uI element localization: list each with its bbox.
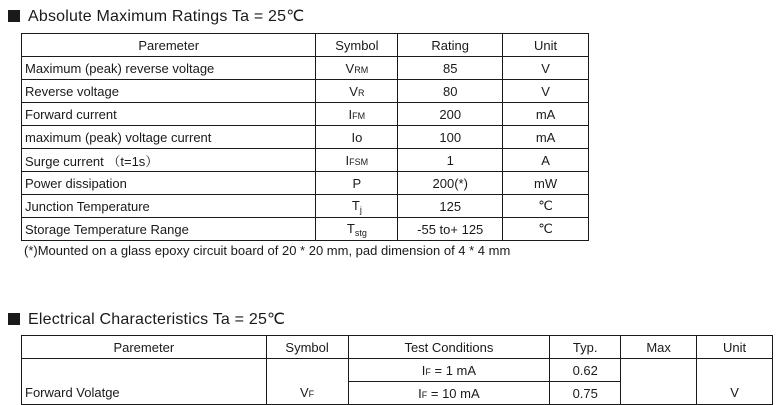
- cell-rating: 200: [398, 103, 503, 126]
- cell-rating: 85: [398, 57, 503, 80]
- table-row: [22, 103, 589, 126]
- cell-rating: 100: [398, 126, 503, 149]
- cell-unit: V: [697, 382, 773, 405]
- cell-symbol: VF: [266, 382, 348, 405]
- cell-parameter: Reverse voltage: [22, 80, 316, 103]
- table-row: [22, 382, 773, 405]
- cell-max: [621, 359, 697, 382]
- cell-rating: -55 to+ 125: [398, 218, 503, 241]
- cell-unit: [697, 359, 773, 382]
- section-title-absolute-max: [8, 6, 304, 26]
- table-row: [22, 149, 589, 172]
- cell-symbol: VRM: [316, 57, 398, 80]
- cell-rating: 200(*): [398, 172, 503, 195]
- cell-symbol: P: [316, 172, 398, 195]
- table-header-row: [22, 336, 773, 359]
- cell-rating: 1: [398, 149, 503, 172]
- cell-unit: V: [503, 80, 589, 103]
- table-row: [22, 218, 589, 241]
- cell-unit: A: [503, 149, 589, 172]
- header-unit: Unit: [503, 34, 589, 57]
- cell-test-condition: IF = 10 mA: [348, 382, 550, 405]
- header-max: Max: [621, 336, 697, 359]
- cell-typ: 0.75: [550, 382, 621, 405]
- cell-parameter: Maximum (peak) reverse voltage: [22, 57, 316, 80]
- cell-unit: ℃: [503, 218, 589, 241]
- cell-parameter: Storage Temperature Range: [22, 218, 316, 241]
- cell-parameter: Forward Volatge: [22, 382, 267, 405]
- cell-symbol: [266, 359, 348, 382]
- cell-test-condition: IF = 1 mA: [348, 359, 550, 382]
- header-parameter: Paremeter: [22, 34, 316, 57]
- table-row: [22, 57, 589, 80]
- section-title-text: Electrical Characteristics Ta = 25℃: [28, 311, 286, 328]
- cell-rating: 125: [398, 195, 503, 218]
- header-test-conditions: Test Conditions: [348, 336, 550, 359]
- table-row: [22, 80, 589, 103]
- header-typ: Typ.: [550, 336, 621, 359]
- table-row: [22, 195, 589, 218]
- cell-symbol: $T_{stg}$: [316, 218, 398, 241]
- table-header-row: [22, 34, 589, 57]
- cell-parameter: Junction Temperature: [22, 195, 316, 218]
- cell-typ: 0.62: [550, 359, 621, 382]
- cell-parameter: [22, 359, 267, 382]
- cell-unit: mA: [503, 126, 589, 149]
- cell-unit: mW: [503, 172, 589, 195]
- cell-parameter: maximum (peak) voltage current: [22, 126, 316, 149]
- absolute-max-ratings-table: [21, 33, 589, 241]
- bullet-square-icon: [8, 313, 20, 325]
- section-title-electrical: [8, 309, 285, 329]
- header-rating: Rating: [398, 34, 503, 57]
- footnote: (*)Mounted on a glass epoxy circuit board of 20 * 20 mm, pad dimension of 4 * 4 mm: [24, 243, 511, 258]
- cell-symbol: $T_j$: [316, 195, 398, 218]
- cell-rating: 80: [398, 80, 503, 103]
- header-symbol: Symbol: [316, 34, 398, 57]
- cell-parameter: Power dissipation: [22, 172, 316, 195]
- bullet-square-icon: [8, 10, 20, 22]
- cell-symbol: IFM: [316, 103, 398, 126]
- cell-unit: V: [503, 57, 589, 80]
- cell-unit: mA: [503, 103, 589, 126]
- table-row: [22, 172, 589, 195]
- cell-symbol: Io: [316, 126, 398, 149]
- section-title-text: Absolute Maximum Ratings Ta = 25℃: [28, 8, 305, 25]
- cell-symbol: VR: [316, 80, 398, 103]
- cell-unit: ℃: [503, 195, 589, 218]
- cell-symbol: IFSM: [316, 149, 398, 172]
- electrical-characteristics-table: [21, 335, 773, 405]
- table-row: [22, 359, 773, 382]
- cell-parameter: Forward current: [22, 103, 316, 126]
- cell-max: [621, 382, 697, 405]
- table-row: [22, 126, 589, 149]
- header-symbol: Symbol: [266, 336, 348, 359]
- header-unit: Unit: [697, 336, 773, 359]
- header-parameter: Paremeter: [22, 336, 267, 359]
- cell-parameter: Surge current （t=1s）: [22, 149, 316, 172]
